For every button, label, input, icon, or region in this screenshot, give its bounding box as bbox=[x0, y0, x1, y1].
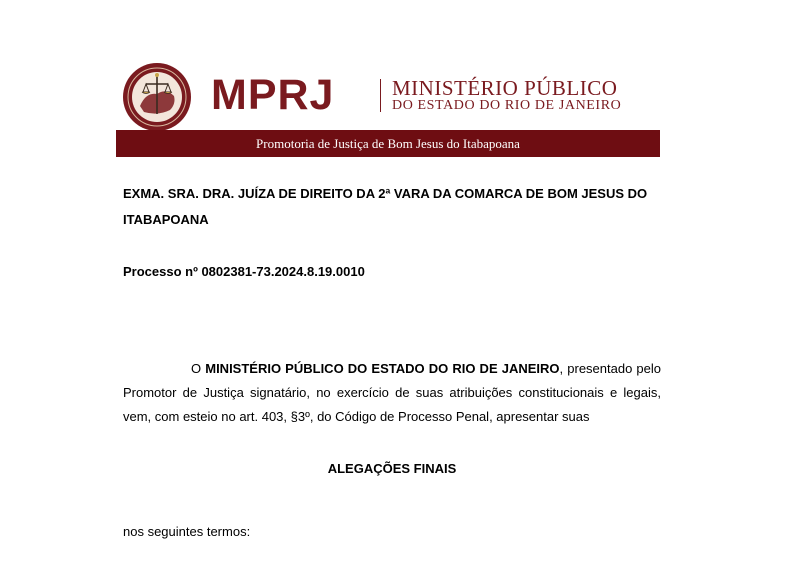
addressee-heading: EXMA. SRA. DRA. JUÍZA DE DIREITO DA 2ª VARA DA COMARCA DE BOM JESUS DO ITABAPOANA bbox=[123, 186, 648, 227]
mprj-logo-text: MPRJ bbox=[211, 71, 335, 119]
promotoria-banner-text: Promotoria de Justiça de Bom Jesus do Itabapoana bbox=[256, 135, 520, 151]
intro-paragraph bbox=[123, 357, 661, 429]
entity-name: MINISTÉRIO PÚBLICO DO ESTADO DO RIO DE JANEIRO bbox=[205, 361, 560, 376]
process-number: Processo nº 0802381-73.2024.8.19.0010 bbox=[123, 264, 365, 279]
mprj-emblem-icon bbox=[122, 62, 192, 132]
intro-rest: , presentado pelo Promotor de Justiça signatário, no exercício de suas atribuições constitucionais e legais, vem, com esteio no art. 403, §3º, do Código de Processo Penal, apresentar suas bbox=[123, 361, 661, 424]
closing-line: nos seguintes termos: bbox=[123, 524, 251, 539]
intro-prefix: O bbox=[191, 361, 206, 376]
document-title: ALEGAÇÕES FINAIS bbox=[327, 461, 457, 476]
org-name-line1: MINISTÉRIO PÚBLICO bbox=[392, 76, 618, 100]
promotoria-banner bbox=[116, 130, 660, 157]
logo-divider bbox=[380, 79, 381, 112]
org-name-line2: DO ESTADO DO RIO DE JANEIRO bbox=[392, 98, 622, 113]
